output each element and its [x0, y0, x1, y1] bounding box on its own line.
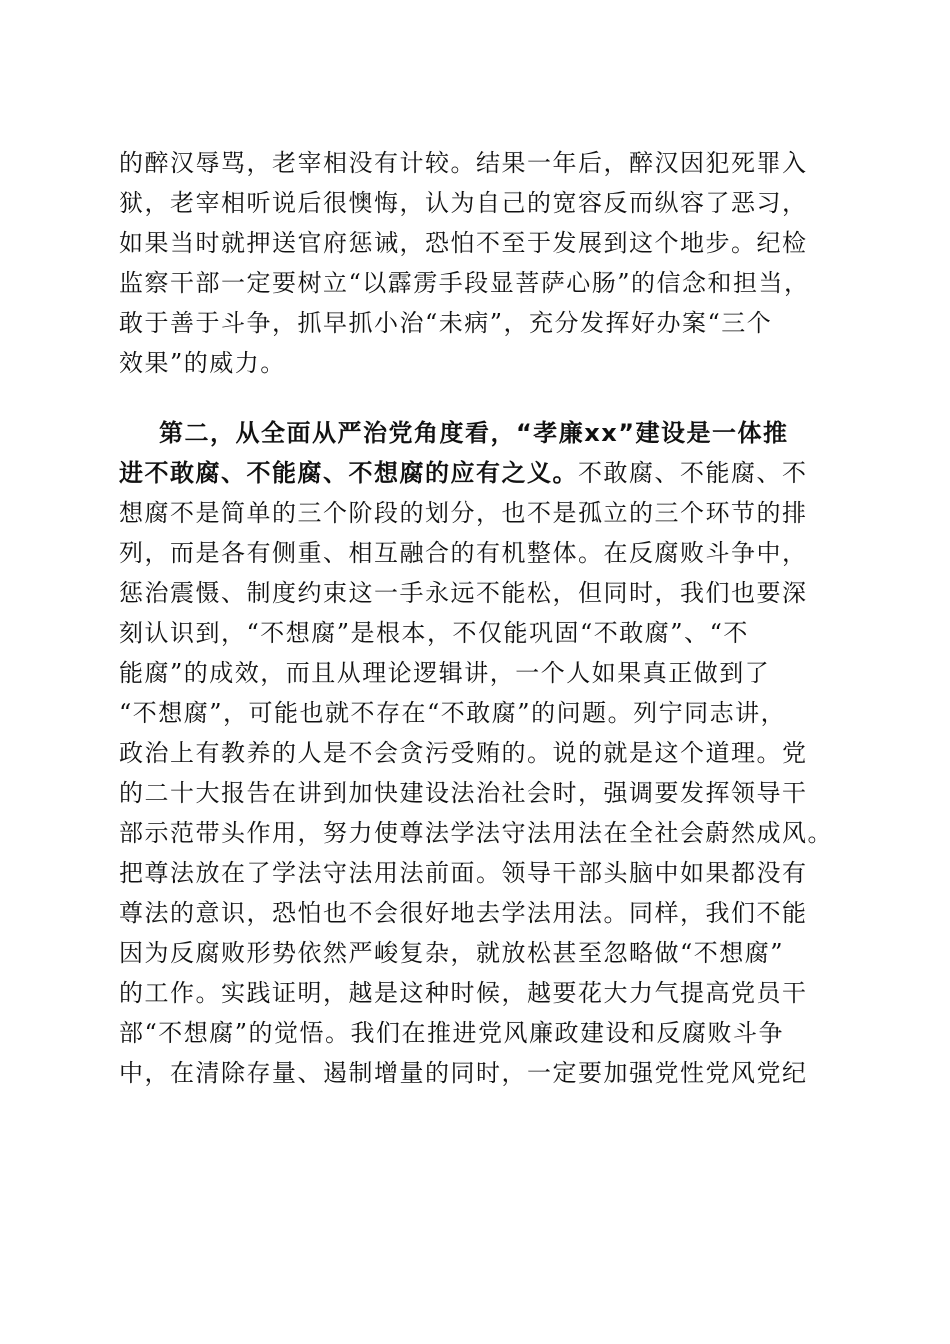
text-line: 刻认识到，“不想腐”是根本，不仅能巩固“不敢腐”、“不 — [119, 619, 749, 647]
text-line: 的工作。实践证明，越是这种时候，越要花大力气提高党员干 — [119, 979, 808, 1007]
text-line: 中，在清除存量、遏制增量的同时，一定要加强党性党风党纪 — [119, 1059, 808, 1087]
text-line: 敢于善于斗争，抓早抓小治“未病”，充分发挥好办案“三个 — [119, 309, 773, 337]
text-line: 部示范带头作用，努力使尊法学法守法用法在全社会蔚然成风。 — [119, 819, 833, 847]
text-line: 惩治震慑、制度约束这一手永远不能松，但同时，我们也要深 — [119, 579, 808, 607]
text-line: 想腐不是简单的三个阶段的划分，也不是孤立的三个环节的排 — [119, 499, 808, 527]
text-line: 监察干部一定要树立“以霹雳手段显菩萨心肠”的信念和担当， — [119, 269, 810, 297]
text-line: 的二十大报告在讲到加快建设法治社会时，强调要发挥领导干 — [119, 779, 808, 807]
text-line — [119, 453, 831, 493]
text-line: 狱，老宰相听说后很懊悔，认为自己的宽容反而纵容了恶习， — [119, 189, 808, 217]
text-line: 能腐”的成效，而且从理论逻辑讲，一个人如果真正做到了 — [119, 659, 771, 687]
text-line: 效果”的威力。 — [119, 349, 286, 377]
text-line-rest: 不敢腐、不能腐、不 — [578, 459, 808, 487]
text-line: 尊法的意识，恐怕也不会很好地去学法用法。同样，我们不能 — [119, 899, 808, 927]
section-heading: 第二，从全面从严治党角度看，“孝廉xx”建设是一体推 — [159, 419, 789, 447]
text-line: 政治上有教养的人是不会贪污受贿的。说的就是这个道理。党 — [119, 739, 808, 767]
text-line: 因为反腐败形势依然严峻复杂，就放松甚至忽略做“不想腐” — [119, 939, 785, 967]
text-line: 列，而是各有侧重、相互融合的有机整体。在反腐败斗争中， — [119, 539, 808, 567]
text-line: “不想腐”，可能也就不存在“不敢腐”的问题。列宁同志讲， — [119, 699, 787, 727]
text-line: 如果当时就押送官府惩诫，恐怕不至于发展到这个地步。纪检 — [119, 229, 808, 257]
text-line: 把尊法放在了学法守法用法前面。领导干部头脑中如果都没有 — [119, 859, 808, 887]
text-line: 的醉汉辱骂，老宰相没有计较。结果一年后，醉汉因犯死罪入 — [119, 149, 808, 177]
section-heading-continued: 进不敢腐、不能腐、不想腐的应有之义。 — [119, 459, 578, 487]
paragraph-2 — [119, 413, 831, 1093]
paragraph-1 — [119, 143, 831, 383]
text-line: 部“不想腐”的觉悟。我们在推进党风廉政建设和反腐败斗争 — [119, 1019, 785, 1047]
